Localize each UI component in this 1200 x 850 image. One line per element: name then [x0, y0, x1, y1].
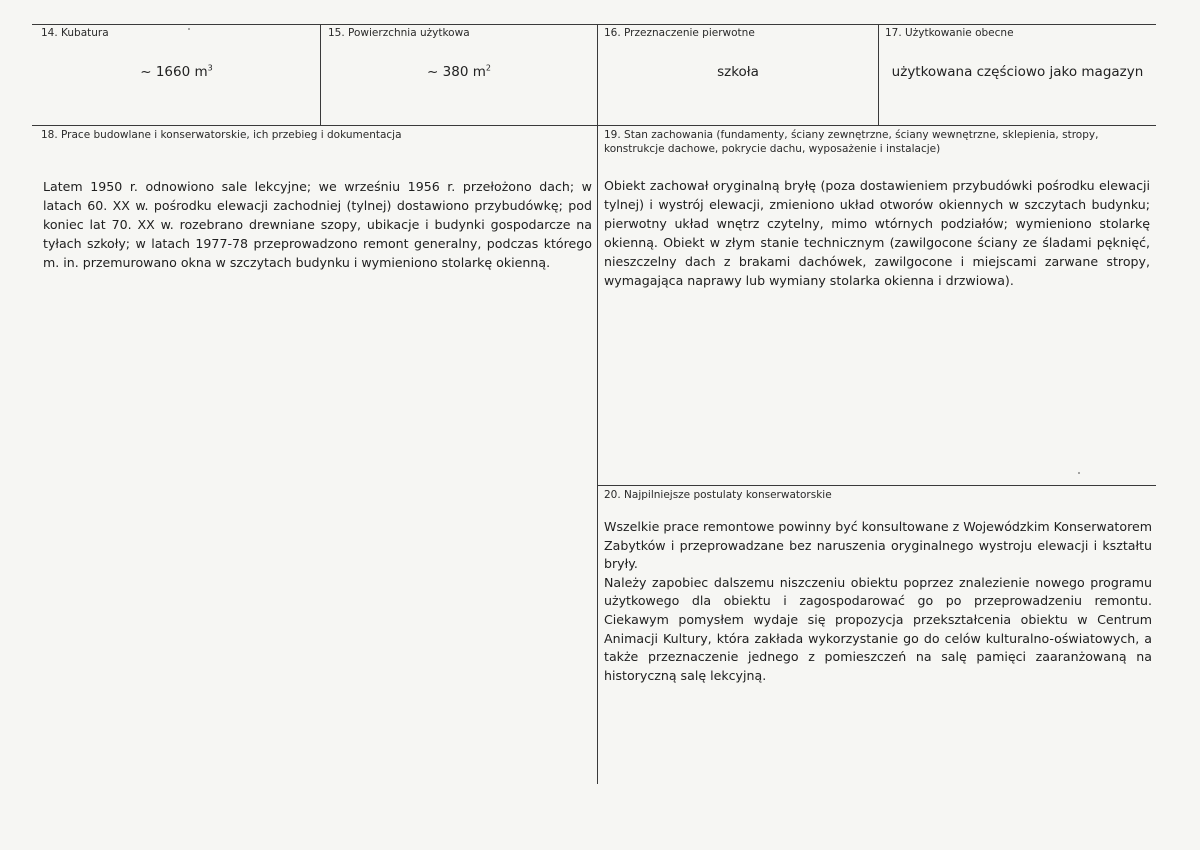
section20-text	[604, 518, 1152, 685]
area-unit-exponent: 2	[485, 63, 491, 73]
section20-top-border	[598, 485, 1156, 486]
section20-paragraph-1: Wszelkie prace remontowe powinny być konsultowane z Wojewódzkim Konserwatorem Zabytków i przeprowadzane bez naruszenia oryginalnego wystroju elewacji i kształtu bryły.	[604, 519, 1152, 572]
volume-value: 1660 m	[155, 64, 208, 80]
cell14-label: 14. Kubatura	[41, 27, 109, 39]
section20-paragraph-2: Należy zapobiec dalszemu niszczeniu obiektu poprzez znalezienie nowego programu użytkowego dla obiektu i zagospodarować go po przeprowadzeniu remontu. Ciekawym pomysłem wydaje się propozycja przekształcenia obiektu w Centrum Animacji Kultury, która zakłada wykorzystanie go do celów kulturalno-oświatowych, a także przeznaczenie jednego z pomieszczeń na salę pamięci zaaranżowaną na historyczną salę lekcyjną.	[604, 574, 1152, 683]
center-divider	[597, 24, 598, 784]
area-value: 380 m	[442, 64, 486, 80]
section19-text: Obiekt zachował oryginalną bryłę (poza dostawieniem przybudówki pośrodku elewacji tylnej) i wystrój elewacji, zmieniono układ otworów okiennych w szczytach budynku; pierwotny układ wnętrz czytelny, mimo wtórnych podziałów; wymieniono stolarkę okienną. Obiekt w złym stanie technicznym (zawilgocone ściany ze śladami pęknięć, nieszczelny dach z brakami dachówek, zawilgocone i miejscami zarwane stropy, wymagająca naprawy lub wymiany stolarka okienna i drzwiowa).	[604, 178, 1150, 288]
section18-label: 18. Prace budowlane i konserwatorskie, ich przebieg i dokumentacja	[41, 129, 402, 141]
cell14-value	[33, 64, 320, 80]
section20-label: 20. Najpilniejsze postulaty konserwatorskie	[604, 489, 832, 501]
section19-label: 19. Stan zachowania (fundamenty, ściany zewnętrzne, ściany wewnętrzne, sklepienia, stropy, konstrukcje dachowe, pokrycie dachu, wyposażenie i instalacje)	[604, 129, 1099, 155]
top-border	[32, 24, 1156, 25]
volume-unit-exponent: 3	[207, 63, 213, 73]
cell15-label: 15. Powierzchnia użytkowa	[328, 27, 470, 39]
cell16-value: szkoła	[717, 64, 759, 80]
cell15-value	[321, 64, 597, 80]
header-row-bottom-border	[32, 125, 1156, 126]
scan-speck	[1078, 472, 1080, 474]
approx-sign: ~	[427, 64, 443, 80]
cell16-label: 16. Przeznaczenie pierwotne	[604, 27, 755, 39]
cell17-value: użytkowana częściowo jako magazyn	[891, 64, 1144, 80]
section18-text: Latem 1950 r. odnowiono sale lekcyjne; we wrześniu 1956 r. przełożono dach; w latach 60. XX w. pośrodku elewacji zachodniej (tylnej) dostawiono przybudówkę; pod koniec lat 70. XX w. rozebrano drewniane szopy, ubikacje i budynki gospodarcze na tyłach szkoły; w latach 1977-78 przeprowadzono remont generalny, podczas którego m. in. przemurowano okna w szczytach budynku i wymieniono stolarkę okienną.	[43, 179, 592, 270]
approx-sign: ~	[140, 64, 156, 80]
cell17-label: 17. Użytkowanie obecne	[885, 27, 1014, 39]
scan-speck	[188, 28, 190, 30]
